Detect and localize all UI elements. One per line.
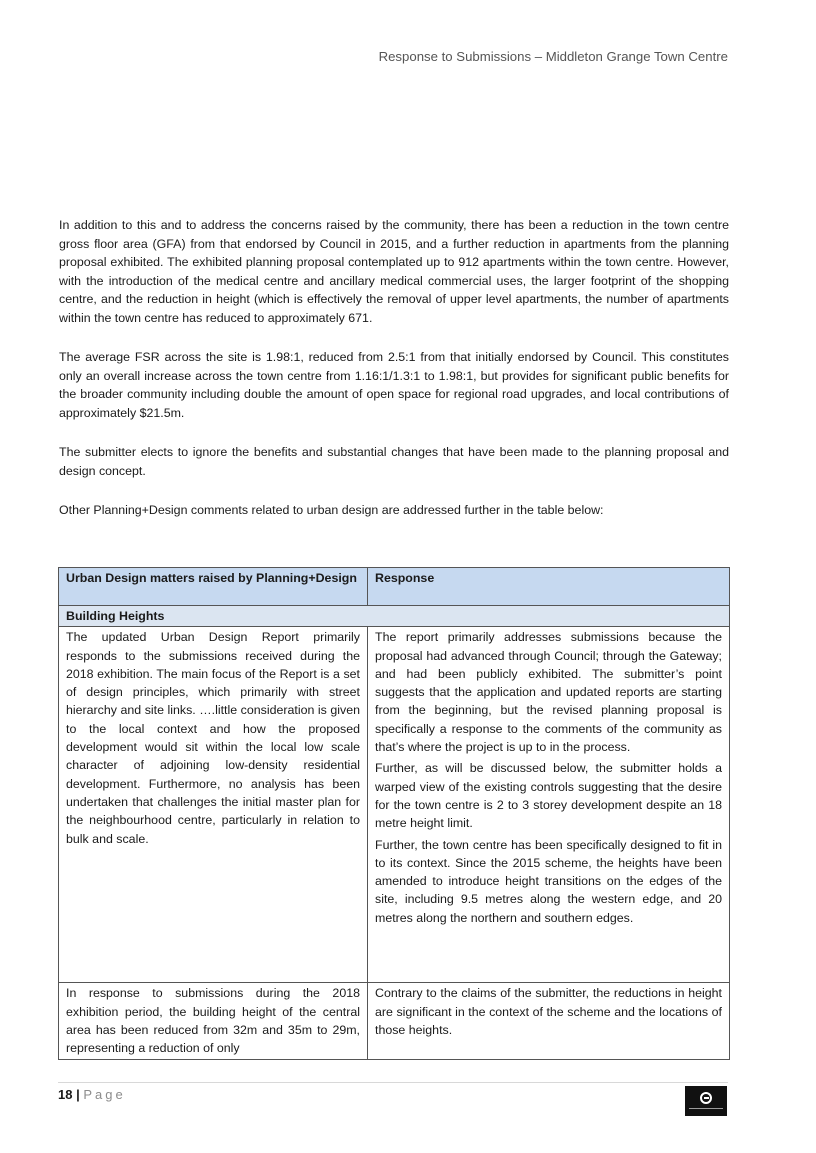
page-label: Page	[83, 1087, 126, 1102]
company-logo-icon	[685, 1086, 727, 1116]
header-matters: Urban Design matters raised by Planning+Design	[59, 568, 368, 606]
logo-mark-icon	[700, 1092, 712, 1104]
paragraph-fsr: The average FSR across the site is 1.98:1, reduced from 2.5:1 from that initially endorsed by Council. This constitutes only an overall increase across the town centre from 1.16:1/1.3:1 to 1.98:1, but provides for significant public benefits for the broader community including double the amount of open space for regional road upgrades, and local contributions of approximately $21.5m.	[59, 350, 729, 420]
table-section-row	[59, 606, 730, 627]
running-header: Response to Submissions – Middleton Grange Town Centre	[378, 49, 728, 64]
page-footer	[58, 1087, 126, 1102]
footer-divider	[58, 1082, 728, 1083]
table-row	[59, 627, 730, 983]
response-cell	[368, 627, 730, 983]
page-number: 18	[58, 1087, 73, 1102]
logo-tagline-bar	[689, 1108, 723, 1109]
table-header-row	[59, 568, 730, 606]
matter-cell: In response to submissions during the 2018 exhibition period, the building height of the central area has been reduced from 32m and 35m to 29m, representing a reduction of only	[59, 983, 368, 1060]
urban-design-table	[58, 567, 730, 1060]
footer-separator: |	[76, 1087, 80, 1102]
paragraph-gfa-reduction: In addition to this and to address the concerns raised by the community, there has been a reduction in the town centre gross floor area (GFA) from that endorsed by Council in 2015, and a further reduction in apartments from the planning proposal exhibited. The exhibited planning proposal contemplated up to 912 apartments within the town centre. However, with the introduction of the medical centre and ancillary medical commercial uses, the larger footprint of the shopping centre, and the reduction in height (which is effectively the removal of upper level apartments, the number of apartments within the town centre has reduced to approximately 671.	[59, 218, 729, 325]
matter-cell: The updated Urban Design Report primarily responds to the submissions received during the 2018 exhibition. The main focus of the Report is a set of design principles, which primarily with street hierarchy and site links. ….little consideration is given to the local context and how the proposed development would sit within the local low scale character of adjoining low-density residential development. Furthermore, no analysis has been undertaken that challenges the initial master plan for the neighbourhood centre, particularly in relation to bulk and scale.	[59, 627, 368, 983]
table-row	[59, 983, 730, 1060]
response-paragraph: The report primarily addresses submissions because the proposal had advanced through Council; through the Gateway; and had been publicly exhibited. The submitter’s point suggests that the application and updated reports are starting from the beginning, but the revised planning proposal is specifically a response to the comments of the community as that’s where the project is up to in the process.	[375, 630, 722, 755]
section-building-heights: Building Heights	[59, 606, 730, 627]
body-text	[59, 216, 729, 541]
paragraph-submitter: The submitter elects to ignore the benefits and substantial changes that have been made to the planning proposal and design concept.	[59, 445, 729, 478]
header-response: Response	[368, 568, 730, 606]
paragraph-table-intro: Other Planning+Design comments related to urban design are addressed further in the table below:	[59, 503, 604, 517]
response-paragraph: Further, the town centre has been specifically designed to fit in to its context. Since the 2015 scheme, the heights have been amended to introduce height transitions on the edges of the site, including 9.5 metres along the western edge, and 20 metres along the northern and southern edges.	[375, 837, 722, 925]
response-paragraph: Further, as will be discussed below, the submitter holds a warped view of the existing controls suggesting that the desire for the town centre is 2 to 3 storey development despite an 18 metre height limit.	[375, 761, 722, 831]
response-cell: Contrary to the claims of the submitter, the reductions in height are significant in the context of the scheme and the locations of those heights.	[368, 983, 730, 1060]
